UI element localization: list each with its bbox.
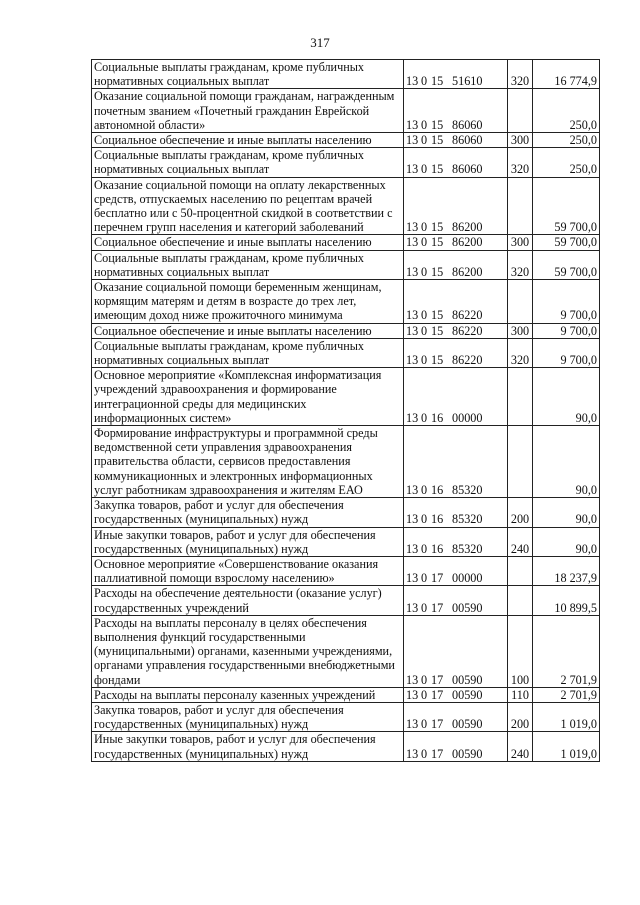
code-part-c3: 15: [431, 117, 444, 132]
target-article-code: [404, 426, 508, 498]
expense-name: Основное мероприятие «Комплексная информатизация учреждений здравоохранения и формирование интеграционной среды для медицинских информационных систем»: [92, 368, 404, 426]
amount: 250,0: [533, 148, 600, 177]
expense-name: Социальные выплаты гражданам, кроме публичных нормативных социальных выплат: [92, 250, 404, 279]
expense-name: Закупка товаров, работ и услуг для обеспечения государственных (муниципальных) нужд: [92, 702, 404, 731]
code-part-c4: 00000: [452, 571, 483, 586]
target-article-code: [404, 615, 508, 687]
code-part-c4: 85320: [452, 512, 483, 527]
code-part-c3: 15: [431, 74, 444, 89]
table-row: [92, 368, 600, 426]
code-part-c1: 13: [406, 600, 419, 615]
expense-name: Основное мероприятие «Совершенствование оказания паллиативной помощи взрослому населению»: [92, 556, 404, 585]
target-article-code: [404, 556, 508, 585]
code-part-c2: 0: [421, 512, 428, 527]
table-row: [92, 732, 600, 761]
code-part-c4: 85320: [452, 482, 483, 497]
code-part-c4: 00000: [452, 410, 483, 425]
target-article-code: [404, 323, 508, 338]
amount: 59 700,0: [533, 177, 600, 235]
amount: 59 700,0: [533, 250, 600, 279]
code-part-c1: 13: [406, 353, 419, 368]
code-part-c1: 13: [406, 323, 419, 338]
expense-type-code: [508, 177, 533, 235]
code-part-c2: 0: [421, 600, 428, 615]
code-part-c4: 86200: [452, 264, 483, 279]
amount: 9 700,0: [533, 323, 600, 338]
expense-type-code: [508, 586, 533, 615]
code-part-c3: 16: [431, 512, 444, 527]
table-row: [92, 615, 600, 687]
code-part-c4: 00590: [452, 600, 483, 615]
code-part-c1: 13: [406, 74, 419, 89]
expense-name: Оказание социальной помощи на оплату лекарственных средств, отпускаемых населению по рецептам врачей бесплатно или с 50-процентной скидкой в соответствии с перечнем групп населения и категорий заболеваний: [92, 177, 404, 235]
amount: 9 700,0: [533, 338, 600, 367]
code-part-c3: 17: [431, 672, 444, 687]
code-part-c3: 17: [431, 687, 444, 702]
target-article-code: [404, 89, 508, 133]
table-row: [92, 133, 600, 148]
expense-type-code: [508, 556, 533, 585]
code-part-c1: 13: [406, 687, 419, 702]
expense-name: Оказание социальной помощи гражданам, награжденным почетным званием «Почетный гражданин Еврейской автономной области»: [92, 89, 404, 133]
expense-type-code: 300: [508, 323, 533, 338]
code-part-c4: 85320: [452, 541, 483, 556]
code-part-c4: 86060: [452, 117, 483, 132]
target-article-code: [404, 586, 508, 615]
code-part-c3: 17: [431, 717, 444, 732]
table-row: [92, 323, 600, 338]
target-article-code: [404, 687, 508, 702]
amount: 18 237,9: [533, 556, 600, 585]
code-part-c1: 13: [406, 162, 419, 177]
table-row: [92, 687, 600, 702]
code-part-c4: 86060: [452, 133, 483, 148]
target-article-code: [404, 368, 508, 426]
table-row: [92, 556, 600, 585]
amount: 10 899,5: [533, 586, 600, 615]
code-part-c1: 13: [406, 746, 419, 761]
table-row: [92, 586, 600, 615]
expense-type-code: [508, 426, 533, 498]
code-part-c1: 13: [406, 235, 419, 250]
page-number: 317: [310, 35, 330, 50]
code-part-c2: 0: [421, 235, 428, 250]
expense-type-code: 240: [508, 732, 533, 761]
target-article-code: [404, 732, 508, 761]
code-part-c3: 15: [431, 235, 444, 250]
code-part-c1: 13: [406, 717, 419, 732]
table-row: [92, 60, 600, 89]
expense-name: Расходы на выплаты персоналу казенных учреждений: [92, 687, 404, 702]
code-part-c1: 13: [406, 672, 419, 687]
code-part-c2: 0: [421, 220, 428, 235]
code-part-c4: 00590: [452, 672, 483, 687]
amount: 16 774,9: [533, 60, 600, 89]
code-part-c2: 0: [421, 353, 428, 368]
target-article-code: [404, 527, 508, 556]
expense-name: Социальное обеспечение и иные выплаты населению: [92, 323, 404, 338]
amount: 9 700,0: [533, 280, 600, 324]
expense-name: Расходы на выплаты персоналу в целях обеспечения выполнения функций государственными (муниципальными) органами, казенными учреждениями, органами управления государственными внебюджетными фондами: [92, 615, 404, 687]
code-part-c4: 86200: [452, 220, 483, 235]
target-article-code: [404, 148, 508, 177]
code-part-c2: 0: [421, 746, 428, 761]
code-part-c3: 15: [431, 353, 444, 368]
expense-type-code: [508, 89, 533, 133]
table-row: [92, 338, 600, 367]
amount: 250,0: [533, 89, 600, 133]
code-part-c1: 13: [406, 571, 419, 586]
code-part-c1: 13: [406, 512, 419, 527]
code-part-c3: 16: [431, 482, 444, 497]
expense-name: Оказание социальной помощи беременным женщинам, кормящим матерям и детям в возрасте до трех лет, имеющим доход ниже прожиточного минимума: [92, 280, 404, 324]
code-part-c2: 0: [421, 308, 428, 323]
expense-name: Иные закупки товаров, работ и услуг для обеспечения государственных (муниципальных) нужд: [92, 732, 404, 761]
code-part-c1: 13: [406, 482, 419, 497]
code-part-c2: 0: [421, 162, 428, 177]
expense-type-code: 320: [508, 60, 533, 89]
target-article-code: [404, 235, 508, 250]
code-part-c3: 15: [431, 133, 444, 148]
code-part-c1: 13: [406, 308, 419, 323]
code-part-c3: 15: [431, 264, 444, 279]
code-part-c1: 13: [406, 133, 419, 148]
expense-type-code: 200: [508, 702, 533, 731]
code-part-c4: 86220: [452, 308, 483, 323]
amount: 2 701,9: [533, 687, 600, 702]
code-part-c3: 16: [431, 541, 444, 556]
code-part-c3: 16: [431, 410, 444, 425]
code-part-c2: 0: [421, 541, 428, 556]
code-part-c2: 0: [421, 323, 428, 338]
expense-type-code: [508, 368, 533, 426]
code-part-c3: 15: [431, 323, 444, 338]
code-part-c2: 0: [421, 571, 428, 586]
amount: 1 019,0: [533, 702, 600, 731]
code-part-c2: 0: [421, 133, 428, 148]
amount: 90,0: [533, 368, 600, 426]
expense-name: Закупка товаров, работ и услуг для обеспечения государственных (муниципальных) нужд: [92, 498, 404, 527]
table-row: [92, 235, 600, 250]
expense-name: Социальные выплаты гражданам, кроме публичных нормативных социальных выплат: [92, 338, 404, 367]
expense-type-code: 200: [508, 498, 533, 527]
target-article-code: [404, 338, 508, 367]
code-part-c3: 15: [431, 220, 444, 235]
budget-table: [91, 59, 600, 762]
code-part-c2: 0: [421, 264, 428, 279]
table-row: [92, 702, 600, 731]
amount: 90,0: [533, 527, 600, 556]
code-part-c2: 0: [421, 410, 428, 425]
code-part-c2: 0: [421, 672, 428, 687]
amount: 2 701,9: [533, 615, 600, 687]
code-part-c3: 15: [431, 308, 444, 323]
target-article-code: [404, 498, 508, 527]
target-article-code: [404, 60, 508, 89]
code-part-c4: 00590: [452, 687, 483, 702]
code-part-c2: 0: [421, 482, 428, 497]
code-part-c4: 00590: [452, 717, 483, 732]
target-article-code: [404, 250, 508, 279]
target-article-code: [404, 133, 508, 148]
amount: 90,0: [533, 426, 600, 498]
target-article-code: [404, 177, 508, 235]
expense-name: Социальные выплаты гражданам, кроме публичных нормативных социальных выплат: [92, 148, 404, 177]
expense-name: Социальные выплаты гражданам, кроме публичных нормативных социальных выплат: [92, 60, 404, 89]
code-part-c3: 15: [431, 162, 444, 177]
table-row: [92, 250, 600, 279]
table-row: [92, 498, 600, 527]
code-part-c1: 13: [406, 220, 419, 235]
code-part-c2: 0: [421, 717, 428, 732]
amount: 90,0: [533, 498, 600, 527]
code-part-c4: 51610: [452, 74, 483, 89]
expense-type-code: 100: [508, 615, 533, 687]
expense-type-code: 320: [508, 148, 533, 177]
amount: 250,0: [533, 133, 600, 148]
code-part-c1: 13: [406, 264, 419, 279]
code-part-c1: 13: [406, 410, 419, 425]
code-part-c2: 0: [421, 687, 428, 702]
target-article-code: [404, 702, 508, 731]
expense-name: Расходы на обеспечение деятельности (оказание услуг) государственных учреждений: [92, 586, 404, 615]
code-part-c1: 13: [406, 117, 419, 132]
code-part-c4: 86200: [452, 235, 483, 250]
code-part-c4: 00590: [452, 746, 483, 761]
code-part-c2: 0: [421, 117, 428, 132]
code-part-c2: 0: [421, 74, 428, 89]
expense-name: Социальное обеспечение и иные выплаты населению: [92, 235, 404, 250]
expense-type-code: 320: [508, 338, 533, 367]
expense-name: Формирование инфраструктуры и программной среды ведомственной сети управления здравоохранения правительства области, сервисов предоставления коммуникационных и электронных информационных услуг работникам здравоохранения и жителям ЕАО: [92, 426, 404, 498]
table-row: [92, 527, 600, 556]
code-part-c3: 17: [431, 746, 444, 761]
target-article-code: [404, 280, 508, 324]
expense-type-code: 320: [508, 250, 533, 279]
table-row: [92, 148, 600, 177]
code-part-c4: 86220: [452, 353, 483, 368]
code-part-c1: 13: [406, 541, 419, 556]
amount: 1 019,0: [533, 732, 600, 761]
table-row: [92, 89, 600, 133]
code-part-c3: 17: [431, 600, 444, 615]
table-row: [92, 177, 600, 235]
expense-name: Социальное обеспечение и иные выплаты населению: [92, 133, 404, 148]
expense-type-code: 240: [508, 527, 533, 556]
expense-type-code: [508, 280, 533, 324]
code-part-c4: 86220: [452, 323, 483, 338]
expense-type-code: 300: [508, 235, 533, 250]
table-row: [92, 426, 600, 498]
table-row: [92, 280, 600, 324]
expense-type-code: 110: [508, 687, 533, 702]
code-part-c3: 17: [431, 571, 444, 586]
code-part-c4: 86060: [452, 162, 483, 177]
expense-type-code: 300: [508, 133, 533, 148]
amount: 59 700,0: [533, 235, 600, 250]
expense-name: Иные закупки товаров, работ и услуг для обеспечения государственных (муниципальных) нужд: [92, 527, 404, 556]
